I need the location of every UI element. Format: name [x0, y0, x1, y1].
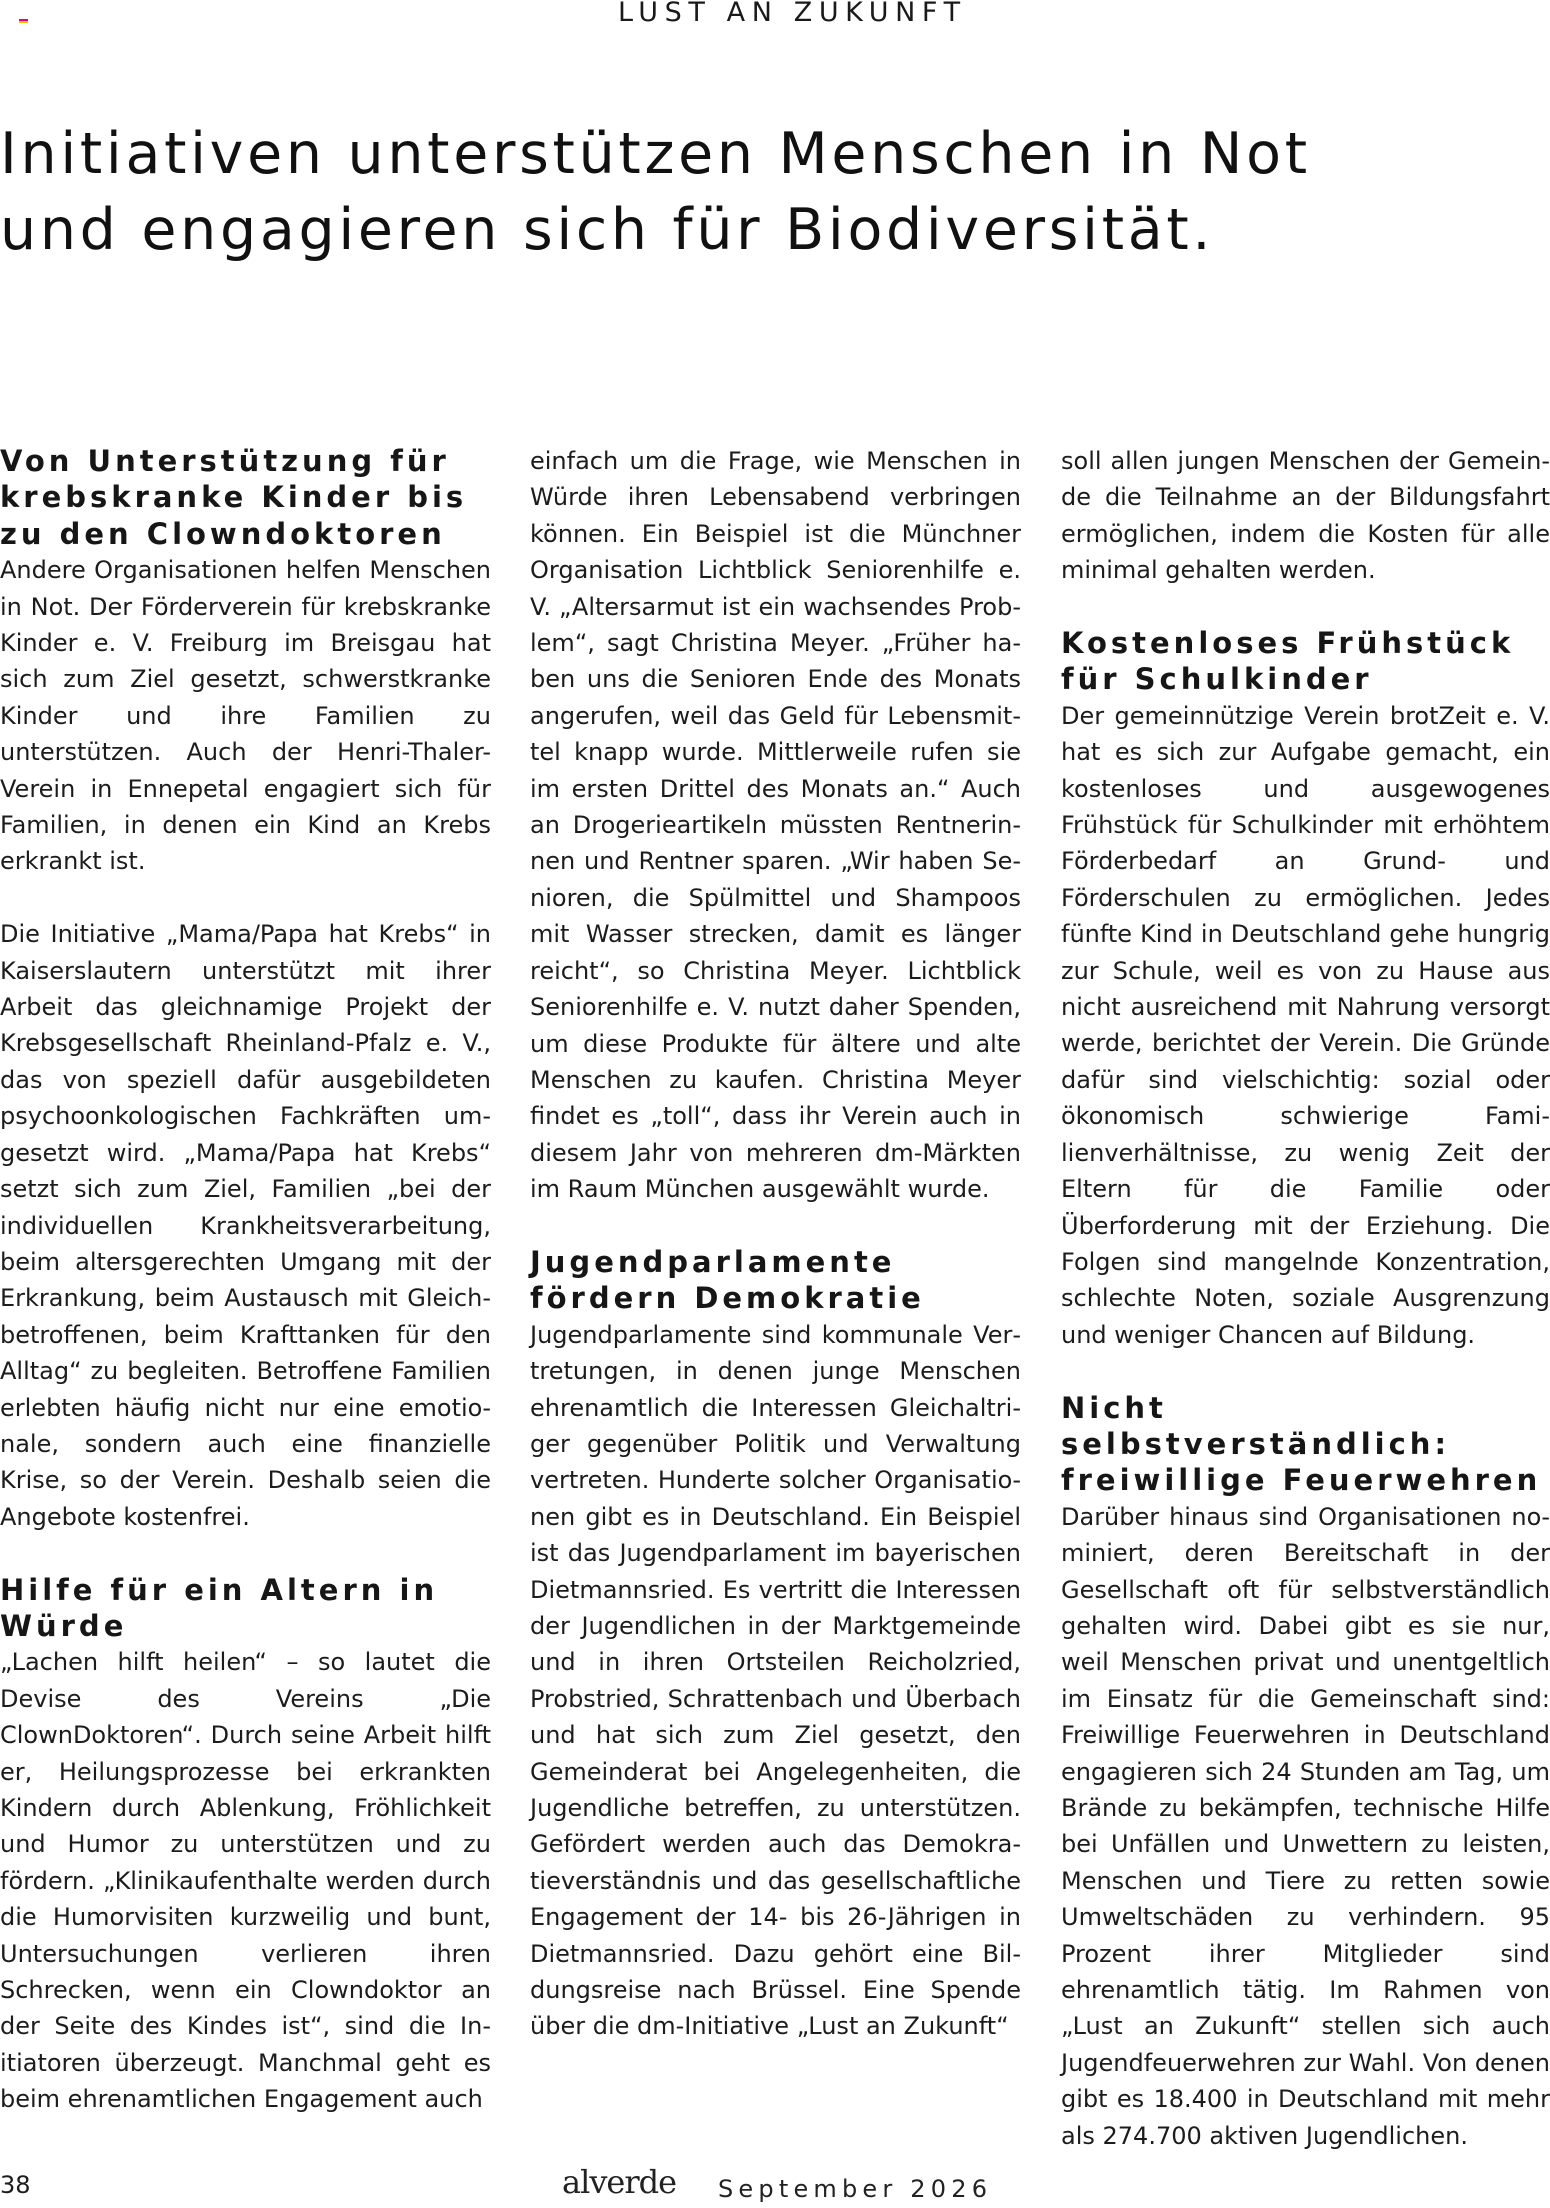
page-number: 38	[0, 2171, 31, 2199]
body-paragraph: Darüber hinaus sind Organisationen nominiert, deren Bereitschaft in der Gesellschaft oft für selbstverständlich gehalten wird. Dabei gibt es sie nur, weil Menschen privat und unentgeltlich im Einsatz für die Gemeinschaft sind: Freiwillige Feuerwehren in Deutschland engagieren sich 24 Stunden am Tag, um Brände zu bekämpfen, technische Hilfe bei Unfällen und Unwettern zu leisten, Menschen und Tiere zu retten sowie Umweltschäden zu verhindern. 95 Prozent ihrer Mitglieder sind ehrenamtlich tätig. Im Rahmen von „Lust an Zukunft“ stellen sich auch Jugendfeuerwehren zur Wahl. Von denen gibt es 18.400 in Deutschland mit mehr als 274.700 aktiven Jugendlichen.	[1061, 1502, 1550, 2150]
headline-line-1: Initiativen unterstützen Menschen in Not	[0, 121, 1311, 187]
running-head: LUST AN ZUKUNFT	[618, 0, 967, 28]
body-paragraph: soll allen jungen Menschen der Gemeinde die Teilnahme an der Bildungsfahrt ermöglichen, indem die Kosten für alle minimal gehalten werden.	[1061, 447, 1550, 585]
article-column-1	[0, 443, 491, 2118]
section-heading-freiwillige-feuerwehren: Nicht selbstverständlich: freiwillige Feuerwehren	[1061, 1390, 1542, 1498]
body-paragraph: „Lachen hilft heilen“ – so lautet die Devise des Vereins „Die ClownDoktoren“. Durch seine Arbeit hilft er, Heilungsprozesse bei erkrankten Kindern durch Ablenkung, Fröhlichkeit und Humor zu unterstützen und zu fördern. „Klinikaufenthalte werden durch die Humorvisiten kurzweilig und bunt, Untersuchungen verlieren ihren Schrecken, wenn ein Clowndoktor an der Seite des Kindes ist“, sind die Initiatoren überzeugt. Manchmal geht es beim ehrenamtlichen Engagement auch	[0, 1648, 491, 2114]
body-paragraph: Der gemeinnützige Verein brotZeit e. V. hat es sich zur Aufgabe gemacht, ein kostenloses und ausgewogenes Frühstück für Schulkinder mit erhöhtem Förderbedarf an Grund- und Förderschulen zu ermöglichen. Jedes fünfte Kind in Deutschland gehe hungrig zur Schule, weil es von zu Hause aus nicht ausreichend mit Nahrung versorgt werde, berichtet der Verein. Die Gründe dafür sind vielschichtig: sozial oder ökonomisch schwierige Familienverhältnisse, zu wenig Zeit der Eltern für die Familie oder Überforderung mit der Erziehung. Die Folgen sind mangelnde Konzentration, schlechte Noten, soziale Ausgrenzung und weniger Chancen auf Bildung.	[1061, 701, 1550, 1349]
article-column-3	[1061, 443, 1550, 2154]
corner-mark-yellow-bar	[19, 21, 28, 23]
magazine-logo: alverde	[562, 2163, 677, 2201]
page-headline	[0, 116, 1400, 268]
corner-color-mark	[19, 19, 28, 23]
headline-line-2: und engagieren sich für Biodiversität.	[0, 197, 1215, 263]
section-heading-jugendparlamente: Jugendparlamente fördern Demokratie	[530, 1244, 925, 1316]
section-heading-altern-in-wuerde: Hilfe für ein Altern in Würde	[0, 1572, 439, 1643]
article-column-2	[530, 443, 1021, 2045]
body-paragraph: einfach um die Frage, wie Menschen in Würde ihren Lebensabend verbringen können. Ein Beispiel ist die Münchner Organisation Lichtblick Seniorenhilfe e. V. „Altersarmut ist ein wachsendes Problem“, sagt Christina Meyer. „Früher haben uns die Senioren Ende des Monats angerufen, weil das Geld für Lebensmittel knapp wurde. Mittlerweile rufen sie im ersten Drittel des Monats an.“ Auch an Drogerieartikeln müssten Rentnerinnen und Rentner sparen. „Wir haben Senioren, die Spülmittel und Shampoos mit Wasser strecken, damit es länger reicht“, so Christina Meyer. Lichtblick Seniorenhilfe e. V. nutzt daher Spenden, um diese Produkte für ältere und alte Menschen zu kaufen. Christina Meyer findet es „toll“, dass ihr Verein auch in diesem Jahr von mehreren dm-Märkten im Raum München ausgewählt wurde.	[530, 447, 1021, 1204]
body-paragraph: Jugendparlamente sind kommunale Vertretungen, in denen junge Menschen ehrenamtlich die Interessen Gleichaltriger gegenüber Politik und Verwaltung vertreten. Hunderte solcher Organisationen gibt es in Deutschland. Ein Beispiel ist das Jugendparlament im bayerischen Dietmannsried. Es vertritt die Interessen der Jugendlichen in der Marktgemeinde und in ihren Ortsteilen Reicholzried, Probstried, Schrattenbach und Überbach und hat sich zum Ziel gesetzt, den Gemeinderat bei Angelegenheiten, die Jugendliche betreffen, zu unterstützen. Gefördert werden auch das Demokratieverständnis und das gesellschaftliche Engagement der 14- bis 26-Jährigen in Dietmannsried. Dazu gehört eine Bildungsreise nach Brüssel. Eine Spende über die dm-Initiative „Lust an Zukunft“	[530, 1320, 1021, 2041]
issue-date: September 2026	[718, 2175, 993, 2203]
section-heading-kostenloses-fruehstueck: Kostenloses Frühstück für Schulkinder	[1061, 626, 1515, 697]
body-paragraph: Die Initiative „Mama/Papa hat Krebs“ in Kaiserslautern unterstützt mit ihrer Arbeit das gleichnamige Projekt der Krebsgesellschaft Rheinland-Pfalz e. V., das von speziell dafür ausgebildeten psychoonkologischen Fachkräften umgesetzt wird. „Mama/Papa hat Krebs“ setzt sich zum Ziel, Familien „bei der individuellen Krankheitsverarbeitung, beim altersgerechten Umgang mit der Erkrankung, beim Austausch mit Gleichbetroffenen, beim Krafttanken für den Alltag“ zu begleiten. Betroffene Familien erlebten häufig nicht nur eine emotionale, sondern auch eine finanzielle Krise, so der Verein. Deshalb seien die Angebote kostenfrei.	[0, 920, 491, 1531]
body-paragraph: Andere Organisationen helfen Menschen in Not. Der Förderverein für krebskranke Kinder e. V. Freiburg im Breisgau hat sich zum Ziel gesetzt, schwerstkranke Kinder und ihre Familien zu unterstützen. Auch der Henri-Thaler-Verein in Ennepetal engagiert sich für Familien, in denen ein Kind an Krebs erkrankt ist.	[0, 556, 491, 876]
section-heading-krebskranke-kinder: Von Unterstützung für krebskranke Kinder bis zu den Clowndoktoren	[0, 444, 468, 551]
